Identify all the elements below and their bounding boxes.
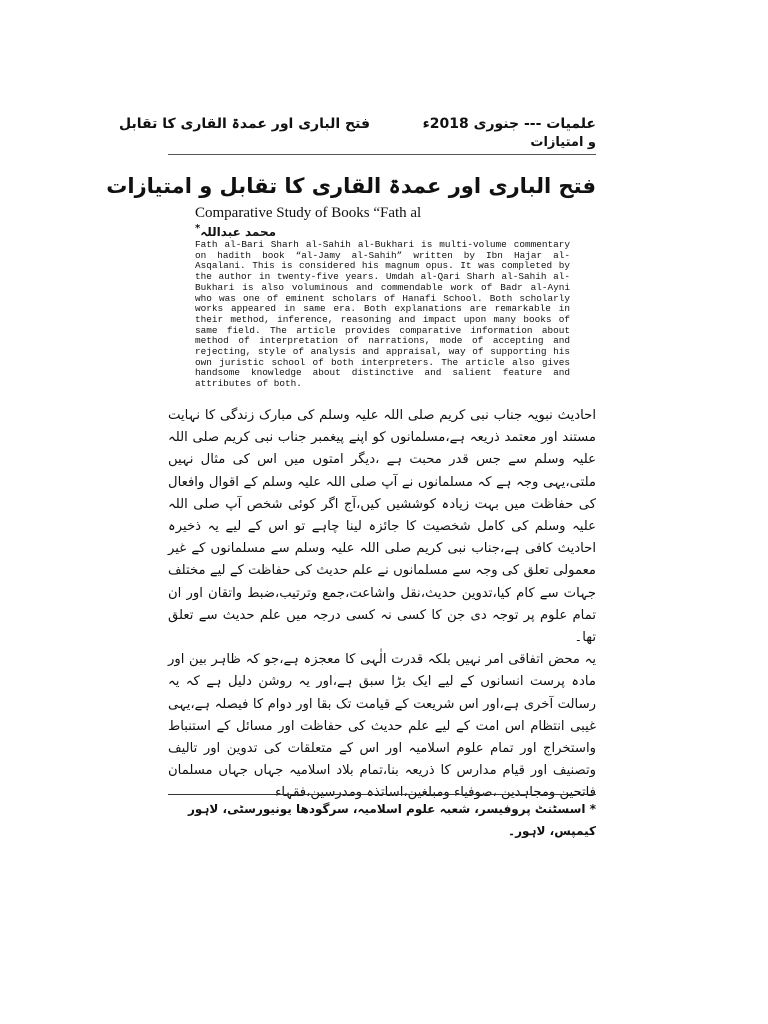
running-title: فتح الباری اور عمدۃ القاری کا تقابل [119,116,370,132]
author-name: محمد عبداللہ [200,225,277,239]
footnote: * اسسٹنٹ پروفیسر، شعبہ علوم اسلامیہ، سرگودھا یونیورسٹی، لاہور کیمپس، لاہور۔ [187,802,596,838]
footnote-divider [168,794,596,795]
abstract-paragraph: Fath al-Bari Sharh al-Sahih al-Bukhari is multi-volume commentary on hadith book “al-Jamy al-Sahih” written by Ibn Hajar al-Asqalani. This is considered his magnum opus. It was completed by the author in twenty-five years. Umdah al-Qari Sharh al-Sahih al-Bukhari is also voluminous and commendable work of Badr al-Ayni who was one of eminent scholars of Hanafi School. Both scholarly works appeared in same era. Both explanations are remarkable in their method, inference, reasoning and impact upon many books of same field. The article provides comparative information about method of interpretation of narrations, mode of accepting and rejecting, style of analysis and appraisal, way of supporting his own juristic school of both interpreters. The article also gives handsome knowledge about distinctive and salient feature and attributes of both. [195,239,570,390]
body-paragraph-2: یہ محض اتفاقی امر نہیں بلکہ قدرت الٰہی کا معجزہ ہے،جو کہ ظاہر بین اور مادہ پرست انسانوں کے لیے ایک بڑا سبق ہے،اور یہ روشن دلیل ہے کہ یہ رسالت آخری ہے،اور اس شریعت کے قیامت تک بقا اور دوام کا فیصلہ ہے،یہی غیبی انتظام اس امت کے لیے علم حدیث کی حفاظت اور مسائل کے استنباط واستخراج اور تمام علوم اسلامیہ اور اس کے متعلقات کی تدوین اور تالیف وتصنیف اور قیام مدارس کا ذریعہ بنا،تمام بلاد اسلامیہ جہاں جہاں مسلمان فاتحین ومجاہدین ،صوفیاء ومبلغین،اساتذہ ومدرسین،فقہاء [168,652,596,801]
header-divider [168,154,596,155]
author-footnote-mark: * [195,223,201,234]
article-title-urdu: فتح الباری اور عمدۃ القاری کا تقابل و امتیازات [106,174,596,198]
article-title-english: Comparative Study of Books “Fath al [195,205,422,221]
running-title-continuation: و امتیازات [530,135,596,150]
journal-header: علمیات --- جنوری 2018ء [422,116,596,132]
article-body [168,405,596,805]
body-paragraph-1: احادیث نبویہ جناب نبی کریم صلی اللہ علیہ وسلم کی مبارک زندگی کا نہایت مستند اور معتمد ذریعہ ہے،مسلمانوں کو اپنے پیغمبر جناب نبی کریم صلی اللہ علیہ وسلم سے جس قدر محبت ہے ،دیگر امتوں میں اس کی مثال نہیں ملتی،یہی وجہ ہے کہ مسلمانوں نے آپ صلی اللہ علیہ وسلم کے اقوال وافعال کی حفاظت میں بہت زیادہ کوششیں کیں،آج اگر کوئی شخص آپ صلی اللہ علیہ وسلم کی کامل شخصیت کا جائزہ لینا چاہے تو اس کے لیے یہ ذخیرہ احادیث کافی ہے،جناب نبی کریم صلی اللہ علیہ وسلم سے مسلمانوں کے غیر معمولی تعلق کی وجہ سے مسلمانوں نے علم حدیث کی حفاظت کے لیے مختلف جہات سے کام کیا،تدوین حدیث،نقل واشاعت،جمع وترتیب،ضبط واتقان اور ان تمام علوم پر توجہ دی جن کا کسی نہ کسی درجہ میں علم حدیث سے تعلق تھا۔ [168,408,596,646]
author-line [195,223,276,239]
